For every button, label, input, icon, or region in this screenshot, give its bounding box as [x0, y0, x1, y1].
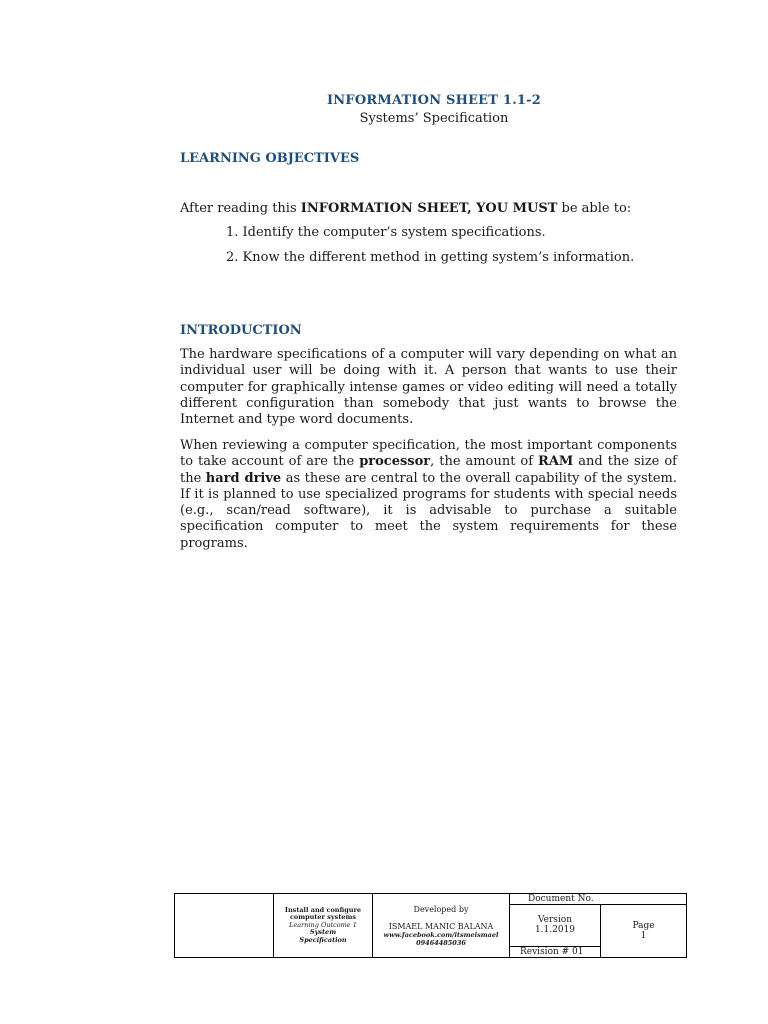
version-cell: [510, 905, 601, 947]
page-label: Page: [632, 921, 655, 932]
objectives-heading: LEARNING OBJECTIVES: [180, 151, 360, 166]
introduction-heading: INTRODUCTION: [180, 323, 302, 338]
document-footer-table: [174, 893, 687, 958]
developer-name: ISMAEL MANIC BALANA: [388, 921, 494, 931]
footer-course-cell: [274, 894, 373, 958]
developed-by-label: Developed by: [413, 904, 469, 914]
topic-line1: System: [309, 928, 337, 937]
p2-text-e: and the size of the: [180, 454, 677, 486]
objectives-intro-post: be able to:: [557, 201, 632, 216]
p2-text-g: as these are central to the overall capability of the system. If it is planned to use specialized programs for students with special needs (e.g., scan/read software), it is advisable to purchase a suitable specification computer to meet the system requirements for these programs.: [180, 470, 677, 551]
sheet-subtitle: Systems’ Specification: [359, 111, 509, 126]
document-number-label: Document No.: [510, 894, 687, 905]
objective-item-1: 1. Identify the computer’s system specifications.: [226, 225, 546, 240]
developer-phone: 09464485036: [416, 938, 466, 947]
revision-cell: Revision # 01: [510, 946, 601, 957]
introduction-paragraph-1: The hardware specifications of a computer will vary depending on what an individual user will be doing with it. A person that wants to use their computer for graphically intense games or video editing will need a totally different configuration than somebody that just wants to browse the Internet and type word documents.: [180, 347, 677, 428]
p2-bold-ram: RAM: [538, 454, 574, 470]
introduction-paragraph-2: [180, 438, 677, 552]
version-value: 1.1.2019: [534, 925, 576, 936]
version-label: Version: [537, 915, 572, 926]
course-title-line2: computer systems: [289, 913, 357, 922]
page-number: 1: [640, 931, 647, 942]
objectives-intro-bold: INFORMATION SHEET, YOU MUST: [300, 201, 558, 216]
objectives-intro: [180, 201, 631, 216]
sheet-title: INFORMATION SHEET 1.1-2: [327, 93, 541, 108]
page-cell: [601, 905, 687, 958]
footer-logo-cell: [175, 894, 274, 958]
objectives-intro-pre: After reading this: [180, 201, 301, 216]
developer-website: www.facebook.com/itsmeismael: [383, 930, 499, 939]
p2-text-c: , the amount of: [430, 454, 539, 470]
footer-developer-cell: [373, 894, 510, 958]
p2-text-a: When reviewing a computer specification, the most important components to take account of are the: [180, 438, 677, 470]
p2-bold-processor: processor: [359, 454, 431, 470]
learning-outcome: Learning Outcome 1: [289, 920, 357, 929]
p2-bold-hard-drive: hard drive: [205, 470, 282, 486]
objective-item-2: 2. Know the different method in getting system’s information.: [226, 250, 635, 265]
topic-line2: Specification: [299, 935, 347, 944]
course-title-line1: Install and configure: [284, 905, 362, 914]
